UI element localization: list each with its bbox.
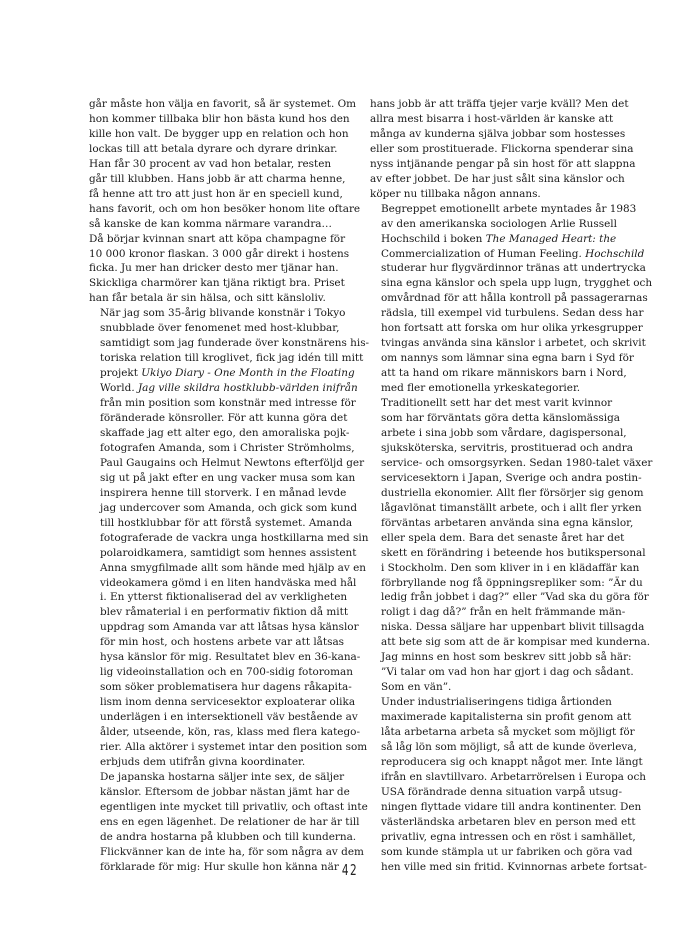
text-line: studerar hur flygvärdinnor tränas att undertrycka bbox=[381, 262, 646, 275]
text-line: att bete sig som att de är kompisar med kunderna. bbox=[381, 636, 651, 649]
text-line: eller spela dem. Bara det senaste året har det bbox=[381, 531, 625, 544]
text-line: ningen flyttade vidare till andra kontinenter. Den bbox=[381, 800, 642, 813]
text-line: som har förväntats göra detta känslomässiga bbox=[381, 412, 620, 425]
text-line: Paul Gaugains och Helmut Newtons efterföljd ger bbox=[100, 456, 365, 469]
text-line: När jag som 35-årig blivande konstnär i Tokyo bbox=[100, 307, 346, 320]
text-line: med fler emotionella yrkeskategorier. bbox=[381, 382, 581, 395]
text-line: maximerade kapitalisterna sin profit genom att bbox=[381, 711, 632, 724]
paragraph bbox=[370, 202, 653, 396]
text-line: ficka. Ju mer han dricker desto mer tjänar han. bbox=[89, 262, 339, 275]
text-line: för min host, och hostens arbete var att låtsas bbox=[100, 636, 345, 649]
text-line: lågavlönat timanställt arbete, och i allt fler yrken bbox=[381, 501, 642, 514]
text-line: förbryllande nog få öppningsrepliker som: ”Är du bbox=[381, 576, 643, 589]
text-line: eller som prostituerade. Flickorna spenderar sina bbox=[370, 142, 634, 155]
text-line: underlägen i en intersektionell väv bestående av bbox=[100, 711, 358, 724]
text-line: Skickliga charmörer kan tjäna riktigt bra. Priset bbox=[89, 277, 345, 290]
text-line: omvårdnad för att hålla kontroll på passagerarnas bbox=[381, 292, 648, 305]
text-line: World. Jag ville skildra hostklubb-världen inifrån bbox=[100, 382, 358, 395]
text-line: känslor. Eftersom de jobbar nästan jämt har de bbox=[100, 785, 350, 798]
right-text-column bbox=[370, 97, 653, 875]
text-line: hen ville med sin fritid. Kvinnornas arbete fortsat- bbox=[381, 860, 647, 873]
text-line: rier. Alla aktörer i systemet intar den position som bbox=[100, 740, 368, 753]
text-line: sig ut på jakt efter en ung vacker musa som kan bbox=[100, 471, 356, 484]
text-line: roligt i dag då?” från en helt främmande män- bbox=[381, 606, 626, 619]
text-line: hans jobb är att träffa tjejer varje kväll? Men det bbox=[370, 98, 629, 110]
text-line: många av kunderna själva jobbar som hostesses bbox=[370, 127, 626, 140]
text-line: han får betala är sin hälsa, och sitt känsloliv. bbox=[89, 292, 326, 305]
text-line: allra mest bisarra i host-världen är kanske att bbox=[370, 112, 614, 125]
text-line: i. En ytterst fiktionaliserad del av verkligheten bbox=[100, 591, 348, 604]
text-line: de andra hostarna på klubben och till kunderna. bbox=[100, 830, 357, 843]
text-line: fotograferade de vackra unga hostkillarna med sin bbox=[100, 531, 369, 544]
text-line: 10 000 kronor flaskan. 3 000 går direkt i hostens bbox=[89, 247, 350, 260]
left-text-column bbox=[89, 97, 370, 875]
text-line: tvingas använda sina känslor i arbetet, och skrivit bbox=[381, 337, 646, 350]
text-line: av den amerikanska sociologen Arlie Russell bbox=[381, 217, 617, 230]
text-line: förväntas arbetaren använda sina egna känslor, bbox=[381, 516, 634, 529]
text-line: Hochschild i boken The Managed Heart: the bbox=[381, 232, 617, 245]
text-line: till hostklubbar för att förstå systemet. Amanda bbox=[100, 516, 353, 529]
text-line: kille hon valt. De bygger upp en relation och hon bbox=[89, 127, 349, 140]
paragraph bbox=[89, 97, 365, 306]
text-line: dustriella ekonomier. Allt fler försörjer sig genom bbox=[381, 486, 644, 499]
text-line: reproducera sig och knappt något mer. Inte längt bbox=[381, 755, 643, 768]
text-line: som kunde stämpla ut ur fabriken och göra vad bbox=[381, 845, 633, 858]
text-line: USA förändrade denna situation varpå utsug- bbox=[381, 785, 623, 798]
text-line: niska. Dessa säljare har uppenbart blivit tillsagda bbox=[381, 621, 645, 634]
text-line: går till klubben. Hans jobb är att charma henne, bbox=[89, 172, 346, 185]
text-line: Begreppet emotionellt arbete myntades år 1983 bbox=[381, 202, 637, 215]
text-line: erbjuds dem utifrån givna koordinater. bbox=[100, 755, 306, 768]
paragraph bbox=[370, 695, 646, 874]
text-line: som söker problematisera hur dagens råkapita- bbox=[100, 681, 352, 694]
text-line: De japanska hostarna säljer inte sex, de säljer bbox=[100, 770, 345, 783]
text-line: skaffade jag ett alter ego, den amoraliska pojk- bbox=[100, 426, 350, 439]
text-line: nyss intjänande pengar på sin host för att slappna bbox=[370, 157, 636, 170]
text-line: rädsla, till exempel vid turbulens. Sedan dess har bbox=[381, 307, 644, 320]
paragraph bbox=[89, 770, 368, 875]
text-line: videokamera gömd i en liten handväska med hål bbox=[100, 576, 357, 589]
text-line: arbete i sina jobb som vårdare, dagispersonal, bbox=[381, 426, 627, 439]
text-line: så låg lön som möjligt, så att de kunde överleva, bbox=[381, 740, 637, 753]
text-line: sjuksköterska, servitris, prostituerad och andra bbox=[381, 441, 633, 454]
text-line: Under industrialiseringens tidiga årtionden bbox=[381, 696, 612, 709]
text-line: så kanske de kan komma närmare varandra… bbox=[89, 217, 332, 230]
text-line: Anna smygfilmade allt som hände med hjälp av en bbox=[100, 561, 366, 574]
text-line: att ta hand om rikare människors barn i Nord, bbox=[381, 367, 627, 380]
text-line: ens en egen lägenhet. De relationer de har är till bbox=[100, 815, 360, 828]
text-line: hysa känslor för mig. Resultatet blev en 36-kana- bbox=[100, 651, 361, 664]
text-line: köper nu tillbaka någon annans. bbox=[370, 187, 541, 200]
text-line: uppdrag som Amanda var att låtsas hysa känslor bbox=[100, 621, 359, 634]
text-line: skett en förändring i beteende hos butikspersonal bbox=[381, 546, 646, 559]
text-line: Jag minns en host som beskrev sitt jobb så här: bbox=[381, 651, 632, 664]
text-line: privatliv, egna intressen och en röst i samhället, bbox=[381, 830, 636, 843]
page-number: 42 bbox=[341, 861, 359, 879]
text-line: från min position som konstnär med intresse för bbox=[100, 397, 356, 410]
text-line: i Stockholm. Den som kliver in i en klädaffär kan bbox=[381, 561, 640, 574]
text-line: inspirera henne till storverk. I en månad levde bbox=[100, 486, 347, 499]
text-line: jag undercover som Amanda, och gick som kund bbox=[100, 501, 358, 514]
text-line: servicesektorn i Japan, Sverige och andra postin- bbox=[381, 471, 642, 484]
text-line: västerländska arbetaren blev en person med ett bbox=[381, 815, 636, 828]
text-line: projekt Ukiyo Diary - One Month in the Floating bbox=[100, 367, 355, 380]
text-line: Traditionellt sett har det mest varit kvinnor bbox=[381, 397, 613, 410]
text-line: Som en vän”. bbox=[381, 681, 452, 694]
text-line: polaroidkamera, samtidigt som hennes assistent bbox=[100, 546, 357, 559]
text-line: hon kommer tillbaka blir hon bästa kund hos den bbox=[89, 112, 350, 125]
text-line: Han får 30 procent av vad hon betalar, resten bbox=[89, 157, 332, 170]
text-line: Commercialization of Human Feeling. Hochschild bbox=[381, 247, 645, 260]
text-line: lism inom denna servicesektor exploaterar olika bbox=[100, 696, 356, 709]
text-line: egentligen inte mycket till privatliv, och oftast inte bbox=[100, 800, 368, 813]
text-line: blev råmaterial i en performativ fiktion då mitt bbox=[100, 606, 349, 619]
text-line: ålder, utseende, kön, ras, klass med flera katego- bbox=[100, 726, 360, 739]
text-line: av efter jobbet. De har just sålt sina känslor och bbox=[370, 172, 625, 185]
text-line: få henne att tro att just hon är en speciell kund, bbox=[89, 187, 343, 200]
text-line: lockas till att betala dyrare och dyrare drinkar. bbox=[89, 142, 338, 155]
text-line: förklarade för mig: Hur skulle hon känna när bbox=[100, 860, 339, 873]
text-line: hans favorit, och om hon besöker honom lite oftare bbox=[89, 202, 361, 215]
text-line: hon fortsatt att forska om hur olika yrkesgrupper bbox=[381, 322, 643, 335]
text-line: lig videoinstallation och en 700-sidig fotoroman bbox=[100, 666, 353, 679]
text-line: ”Vi talar om vad hon har gjort i dag och sådant. bbox=[381, 666, 634, 679]
text-line: samtidigt som jag funderade över konstnärens his- bbox=[100, 337, 370, 350]
text-line: sina egna känslor och spela upp lugn, trygghet och bbox=[381, 277, 653, 290]
text-line: snubblade över fenomenet med host-klubbar, bbox=[100, 322, 340, 335]
paragraph bbox=[370, 97, 646, 202]
text-line: fotografen Amanda, som i Christer Strömholms, bbox=[100, 441, 355, 454]
text-line: om nannys som lämnar sina egna barn i Syd för bbox=[381, 352, 634, 365]
text-line: går måste hon välja en favorit, så är systemet. Om bbox=[89, 98, 357, 110]
text-line: ifrån en slavtillvaro. Arbetarrörelsen i Europa och bbox=[381, 770, 647, 783]
paragraph bbox=[370, 396, 653, 695]
paragraph bbox=[89, 306, 370, 770]
text-line: föränderade könsroller. För att kunna göra det bbox=[100, 412, 348, 425]
text-line: låta arbetarna arbeta så mycket som möjligt för bbox=[381, 726, 635, 739]
text-line: service- och omsorgsyrken. Sedan 1980-talet växer bbox=[381, 456, 653, 469]
text-line: ledig från jobbet i dag?” eller ”Vad ska du göra för bbox=[381, 591, 649, 604]
text-line: Då börjar kvinnan snart att köpa champagne för bbox=[89, 232, 346, 245]
text-line: toriska relation till kroglivet, fick jag idén till mitt bbox=[100, 352, 364, 365]
text-line: Flickvänner kan de inte ha, för som några av dem bbox=[100, 845, 364, 858]
